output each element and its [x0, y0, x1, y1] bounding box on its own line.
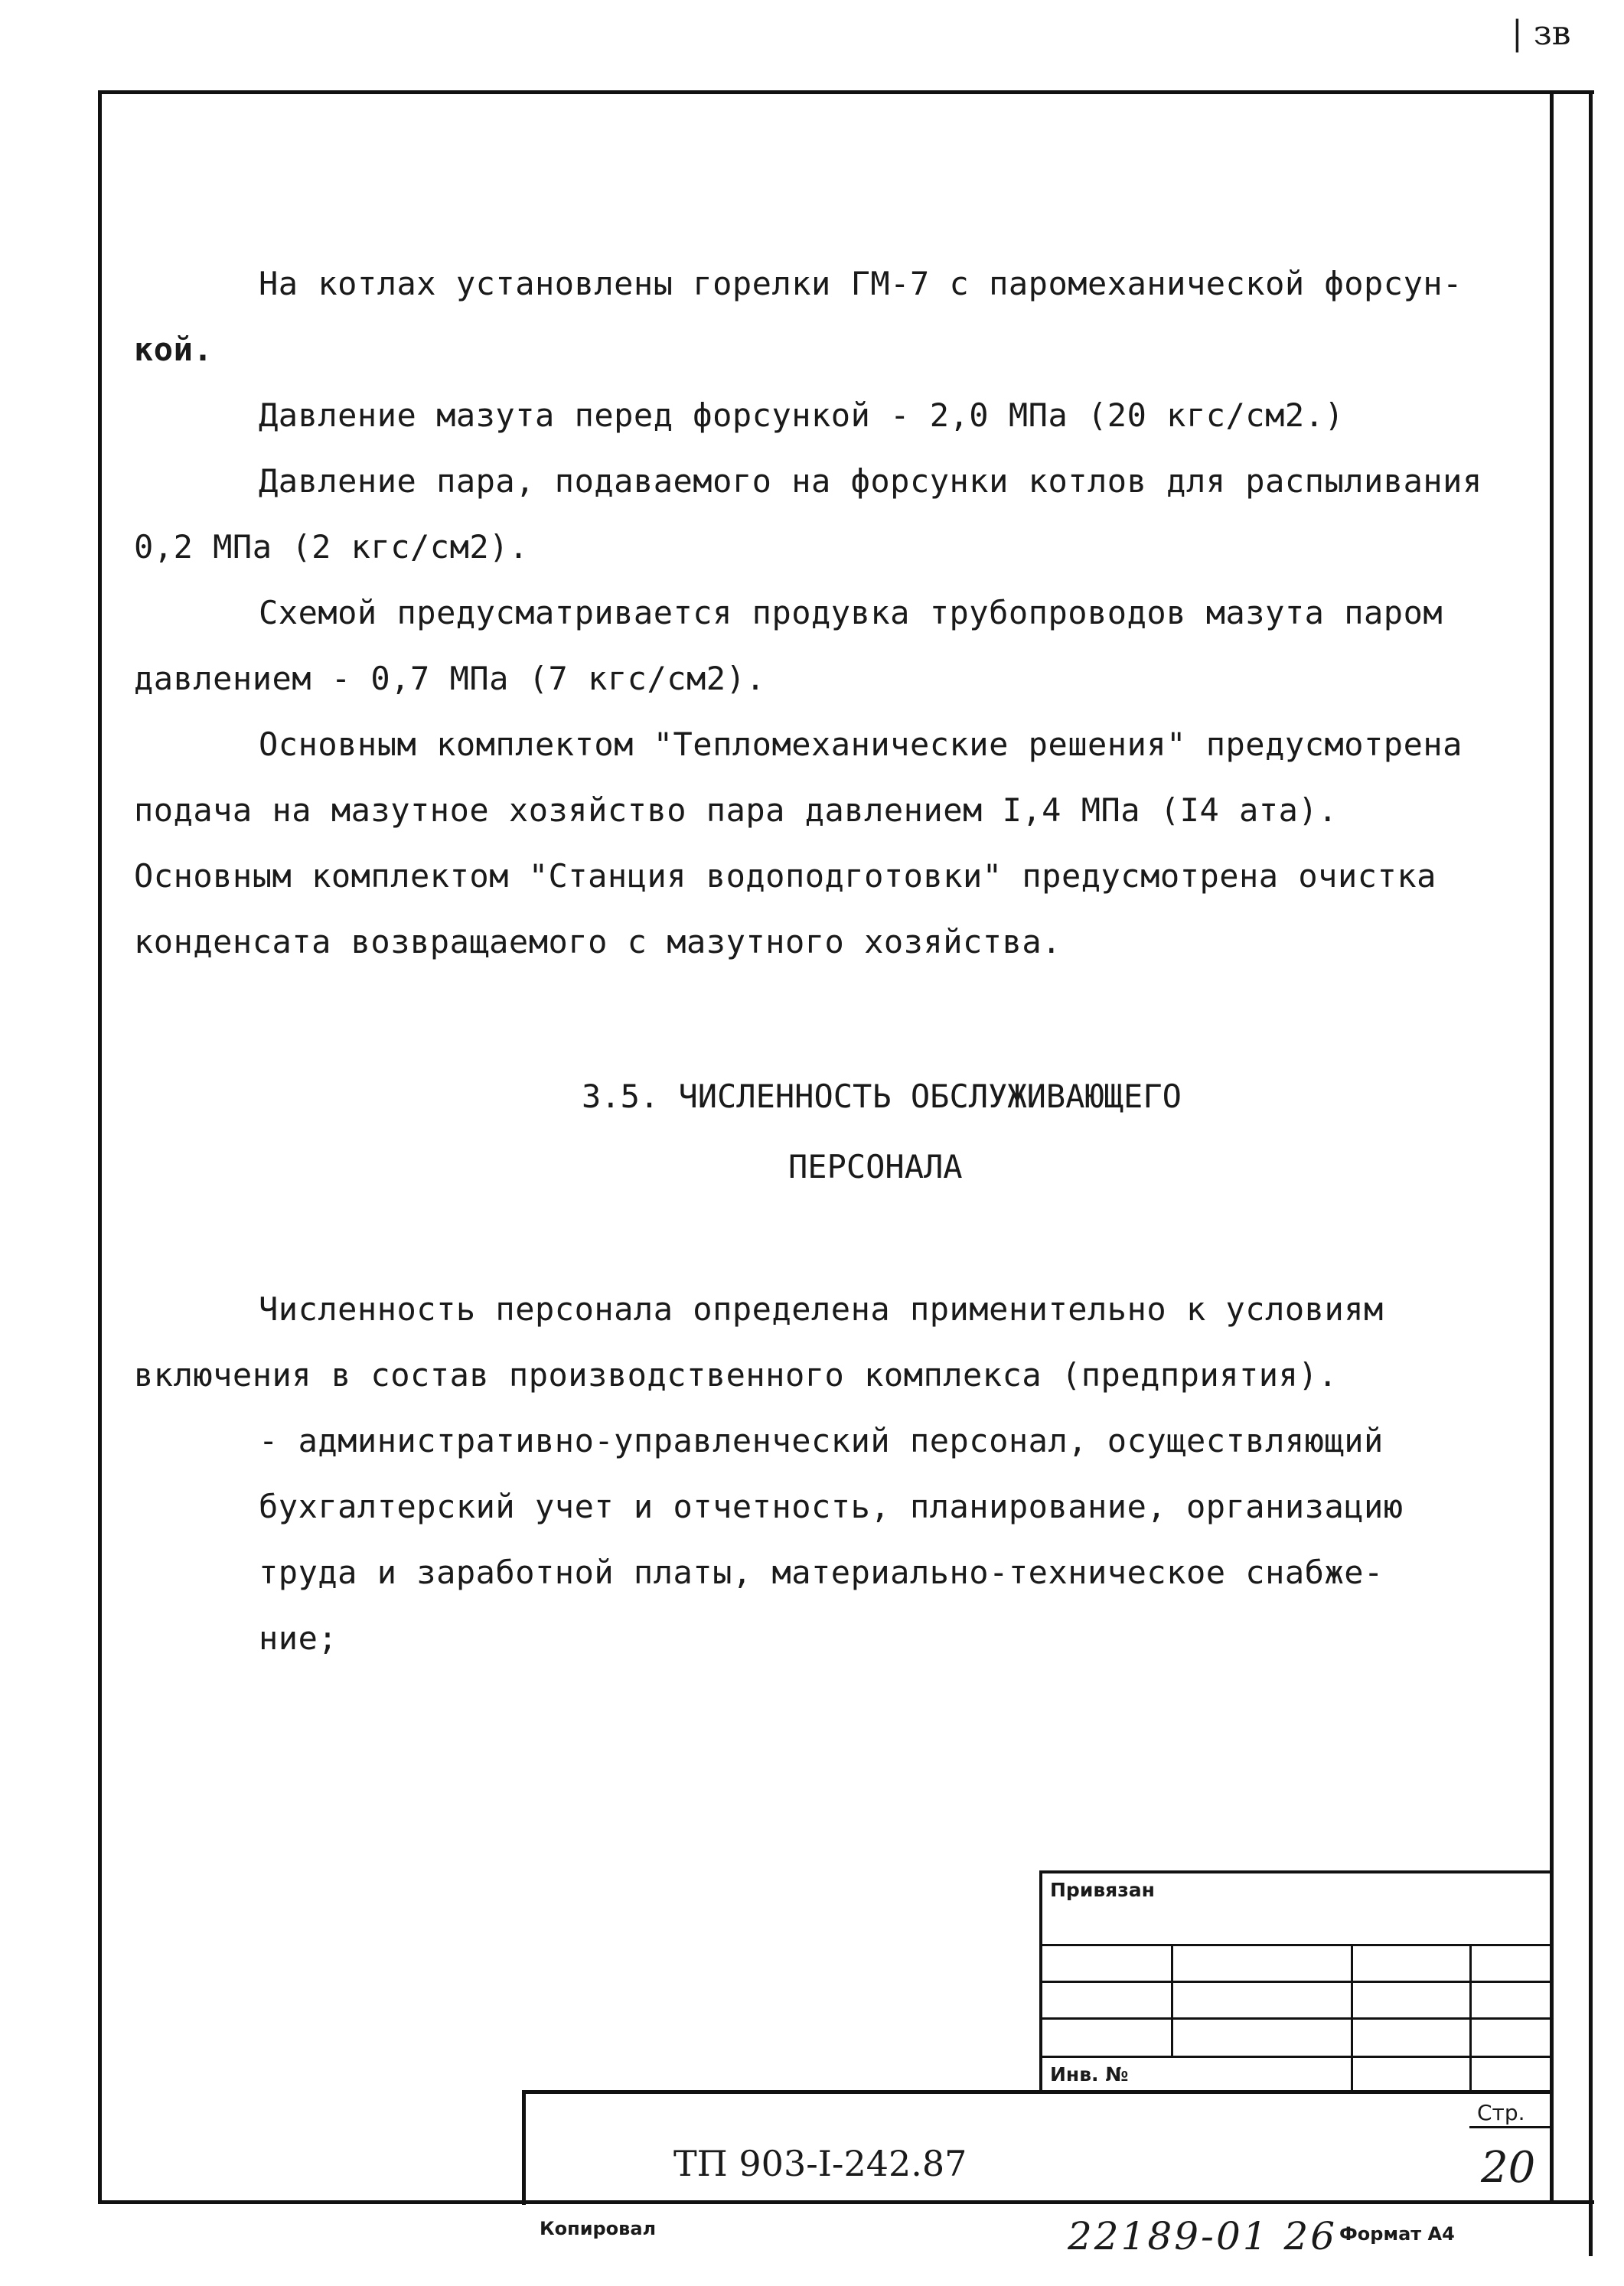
handwritten-number: 22189-01 26: [1068, 2214, 1338, 2258]
paragraph-line: Численность персонала определена применительно к условиям: [259, 1290, 1384, 1328]
list-item-line: бухгалтерский учет и отчетность, планирование, организацию: [259, 1488, 1404, 1525]
section-number: 3.5.: [582, 1078, 660, 1115]
paragraph-line: кой.: [134, 331, 214, 368]
paragraph-line: подача на мазутное хозяйство пара давлением I,4 МПа (I4 ата).: [134, 791, 1338, 829]
paragraph-line: Давление пара, подаваемого на форсунки котлов для распыливания: [259, 462, 1482, 500]
copied-by-label: Копировал: [540, 2218, 657, 2239]
tied-label: Привязан: [1050, 1879, 1155, 1901]
section-title-line1: ЧИСЛЕННОСТЬ ОБСЛУЖИВАЮЩЕГО: [678, 1078, 1182, 1115]
frame-right-outer: [1589, 90, 1593, 2256]
paragraph-line: включения в состав производственного комплекса (предприятия).: [134, 1356, 1338, 1394]
paragraph-line: 0,2 МПа (2 кгс/см2).: [134, 528, 529, 566]
paragraph-line: Основным комплектом "Станция водоподготовки" предусмотрена очистка: [134, 857, 1436, 895]
corner-mark: | зв: [1511, 14, 1571, 53]
section-title-line2: ПЕРСОНАЛА: [788, 1148, 963, 1185]
inv-number-label: Инв. №: [1050, 2063, 1129, 2085]
list-item-line: труда и заработной платы, материально-техническое снабже-: [259, 1554, 1384, 1591]
paragraph-line: На котлах установлены горелки ГМ-7 с паромеханической форсун-: [259, 265, 1463, 302]
paragraph-line: давлением - 0,7 МПа (7 кгс/см2).: [134, 660, 766, 697]
page-number: 20: [1481, 2143, 1536, 2193]
section-heading: [582, 1078, 1182, 1115]
paragraph-line: Схемой предусматривается продувка трубопроводов мазута паром: [259, 594, 1443, 631]
list-item-line: ние;: [259, 1619, 338, 1657]
list-item-line: - административно-управленческий персонал, осуществляющий: [259, 1422, 1384, 1459]
document-code: ТП 903-I-242.87: [673, 2143, 967, 2184]
paragraph-line: Основным комплектом "Тепломеханические решения" предусмотрена: [259, 726, 1463, 763]
paragraph-line: Давление мазута перед форсункой - 2,0 МПа (20 кгс/см2.): [259, 396, 1345, 434]
format-label: Формат А4: [1339, 2223, 1455, 2245]
frame-right-inner: [1550, 90, 1554, 2204]
page-label: Стр.: [1477, 2100, 1525, 2125]
paragraph-line: конденсата возвращаемого с мазутного хозяйства.: [134, 923, 1061, 960]
